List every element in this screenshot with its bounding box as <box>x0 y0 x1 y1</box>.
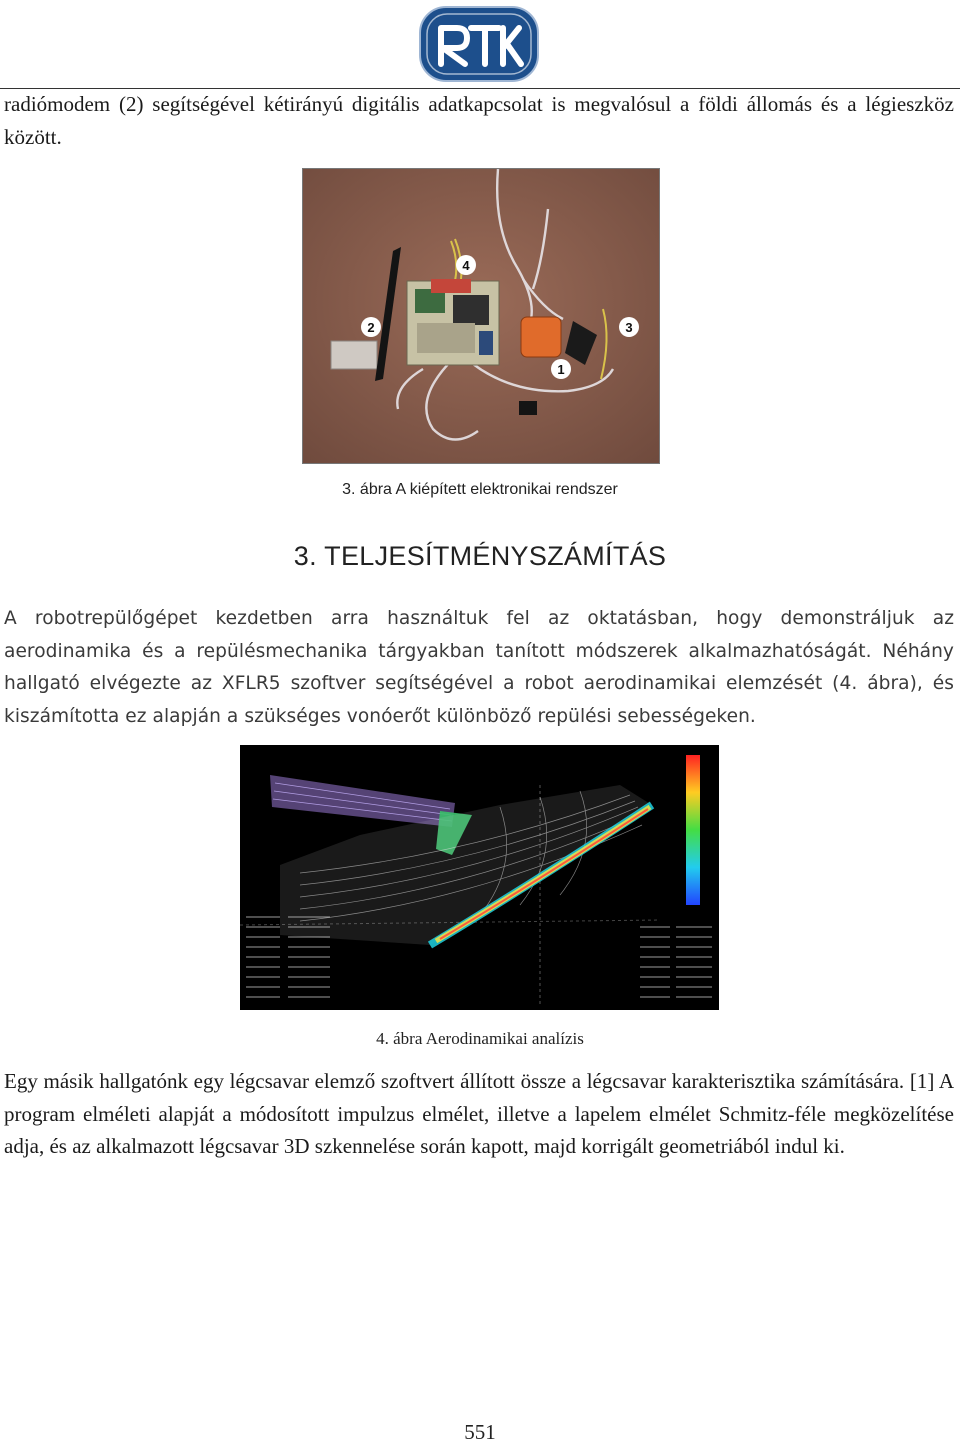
section-title: 3. TELJESÍTMÉNYSZÁMÍTÁS <box>293 541 667 571</box>
figure-aerodynamic-analysis <box>240 745 719 1010</box>
photo-label-3: 3 <box>625 320 633 335</box>
paragraph-performance: A robotrepülőgépet kezdetben arra használtuk fel az oktatásban, hogy demonstráljuk az aerodinamika és a repülésmechanika tárgyakban tanított módszerek alkalmazhatóságát. Néhány hallgató elvégezte az XFLR5 szoftver segítségével a robot aerodinamikai elemzését (4. ábra), és kiszámította ez alapján a szükséges vonóerőt különböző repülési sebességeken. <box>4 608 954 727</box>
rtk-logo <box>419 6 539 82</box>
paragraph-propeller: Egy másik hallgatónk egy légcsavar elemző szoftvert állított össze a légcsavar karakterisztika számítására. [1] A program elméleti alapját a módosított impulzus elmélet, illetve a lapelem elmélet Schmitz-féle megközelítése adja, és az alkalmazott légcsavar 3D szkennelése során kapott, majd korrigált geometriából indul ki. <box>4 1069 954 1158</box>
figure-electronics-photo <box>302 168 660 464</box>
figure-3-caption: 3. ábra A kiépített elektronikai rendszer <box>342 481 618 498</box>
photo-label-1: 1 <box>557 362 565 377</box>
page-number: 551 <box>464 1420 496 1444</box>
photo-label-2: 2 <box>367 320 375 335</box>
photo-label-4: 4 <box>462 258 470 273</box>
figure-4-caption: 4. ábra Aerodinamikai analízis <box>376 1029 584 1048</box>
paragraph-radiomodem: radiómodem (2) segítségével kétirányú digitális adatkapcsolat is megvalósul a földi állomás és a légieszköz között. <box>4 92 954 149</box>
